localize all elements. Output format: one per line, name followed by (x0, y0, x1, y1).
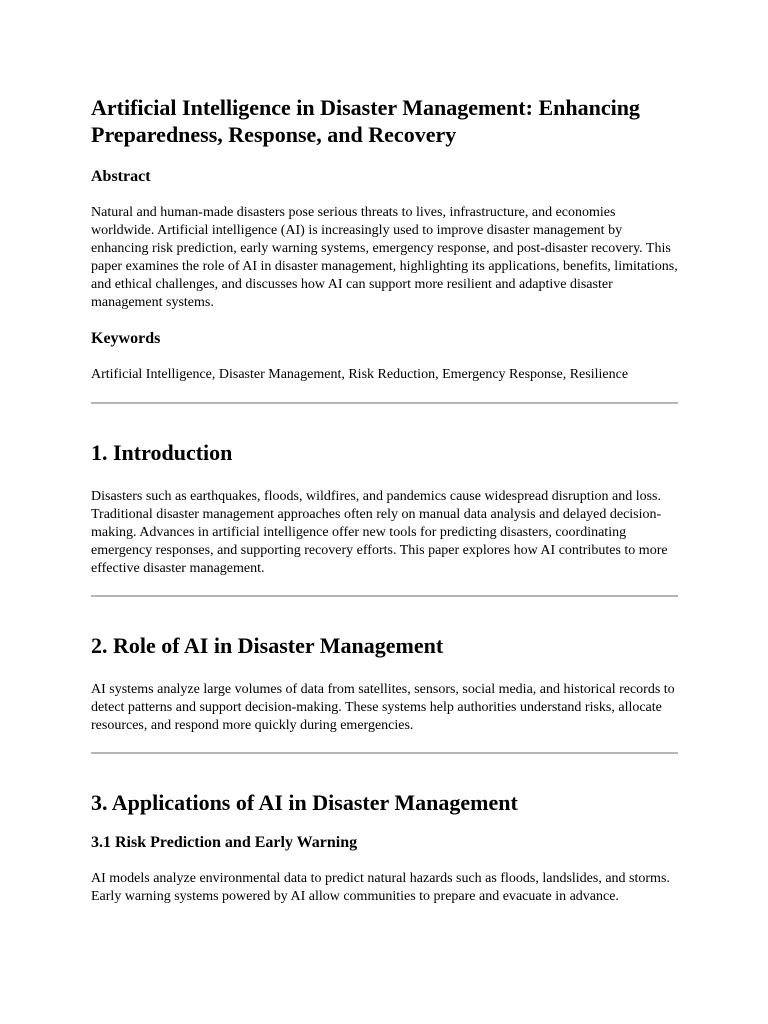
keywords-heading: Keywords (91, 330, 161, 347)
role-of-ai-text: AI systems analyze large volumes of data from satellites, sensors, social media, and historical records to detect patterns and support decision-making. These systems help authorities understand risks, allocate resources, and respond more quickly during emergencies. (91, 682, 675, 733)
section-heading-introduction: 1. Introduction (91, 440, 233, 465)
section-heading-applications: 3. Applications of AI in Disaster Management (91, 790, 518, 815)
section-heading-role-of-ai: 2. Role of AI in Disaster Management (91, 633, 444, 658)
abstract-text: Natural and human-made disasters pose serious threats to lives, infrastructure, and economies worldwide. Artificial intelligence (AI) is increasingly used to improve disaster management by enhancing risk prediction, early warning systems, emergency response, and post-disaster recovery. This paper examines the role of AI in disaster management, highlighting its applications, benefits, limitations, and ethical challenges, and discusses how AI can support more resilient and adaptive disaster management systems. (91, 205, 678, 310)
subsection-heading-risk-prediction: 3.1 Risk Prediction and Early Warning (91, 834, 358, 851)
document-title: Artificial Intelligence in Disaster Management: Enhancing Preparedness, Response, and Recovery (91, 95, 640, 147)
abstract-heading: Abstract (91, 168, 151, 185)
keywords-text: Artificial Intelligence, Disaster Management, Risk Reduction, Emergency Response, Resilience (91, 367, 629, 382)
introduction-text: Disasters such as earthquakes, floods, wildfires, and pandemics cause widespread disruption and loss. Traditional disaster management approaches often rely on manual data analysis and delayed decision-making. Advances in artificial intelligence offer new tools for predicting disasters, coordinating emergency responses, and supporting recovery efforts. This paper explores how AI contributes to more effective disaster management. (91, 489, 668, 576)
section-divider (91, 752, 678, 754)
risk-prediction-text: AI models analyze environmental data to predict natural hazards such as floods, landslides, and storms. Early warning systems powered by AI allow communities to prepare and evacuate in advance. (91, 871, 670, 904)
section-divider (91, 402, 678, 404)
section-divider (91, 595, 678, 597)
